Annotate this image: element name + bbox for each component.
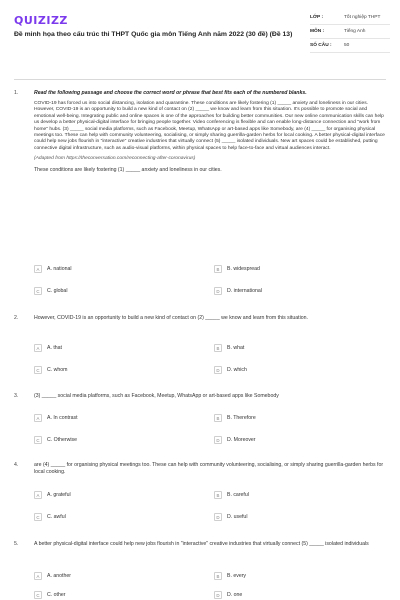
question-number: 1. xyxy=(14,90,19,96)
option-text: C. whom xyxy=(47,367,68,373)
option-a[interactable] xyxy=(34,413,78,423)
option-d[interactable] xyxy=(214,286,262,296)
option-b[interactable] xyxy=(214,571,246,581)
option-b[interactable] xyxy=(214,264,260,274)
question-number: 4. xyxy=(14,462,19,468)
option-b[interactable] xyxy=(214,490,249,500)
option-letter-box: D xyxy=(214,591,222,599)
question-body xyxy=(34,315,386,322)
option-d[interactable] xyxy=(214,512,247,522)
option-letter-box: C xyxy=(34,366,42,374)
question-prompt: These conditions are likely fostering (1) _____ anxiety and loneliness in our cities. xyxy=(34,166,222,173)
question-prompt: However, COVID-19 is an opportunity to build a new kind of contact on (2) _____ we know and learn from this situation. xyxy=(34,315,308,321)
meta-value: Tiếng Anh xyxy=(344,29,366,34)
option-text: D. one xyxy=(227,592,243,598)
option-letter-box: A xyxy=(34,491,42,499)
meta-row-count xyxy=(310,42,390,53)
worksheet-meta xyxy=(310,14,390,56)
option-d[interactable] xyxy=(214,590,242,600)
option-letter-box: A xyxy=(34,265,42,273)
meta-row-subject xyxy=(310,28,390,39)
option-text: C. Otherwise xyxy=(47,437,77,443)
option-text: D. Moreover xyxy=(227,437,256,443)
option-text: B. what xyxy=(227,345,245,351)
question-body xyxy=(34,541,386,548)
option-text: D. which xyxy=(227,367,247,373)
header-divider xyxy=(14,79,386,80)
option-c[interactable] xyxy=(34,365,67,375)
question-body xyxy=(34,462,386,476)
meta-key: MÔN : xyxy=(310,29,325,34)
option-a[interactable] xyxy=(34,571,71,581)
reading-passage: COVID-19 has forced us into social distancing, isolation and quarantine. These conditions are likely fostering (1) _____ anxiety and loneliness in our cities. However, COVID-19 is an opportunity to build a new kind of contact on (2) _____ we know and learn from this situation. It's possible to promote social and emotional well-being. Integrating public and online spaces is one of the approaches for building better communities. Our new online communication skills can help us develop a better physical-digital interface for bringing people together. Video conferencing is flexible and can enable long-distance connection and "work from home" hubs. (3) _____ social media platforms, such as Facebook, Meetup, WhatsApp or art-based apps like Somebody, are (4) _____ for organising physical meetings too. These can help with community volunteering, socialising, or simply sharing guerrilla-garden herbs for local cooking. A better physical-digital interface could help new jobs flourish in "interactive" creative industries that virtually connect (5) _____ isolated individuals. New art spaces could be established, putting connective digital infrastructure, such as audio-visual platforms, within physical spaces to help face-to-face and virtual audiences interact. xyxy=(34,101,385,151)
option-letter-box: C xyxy=(34,287,42,295)
question-number: 3. xyxy=(14,393,19,399)
meta-value: Tốt nghiệp THPT xyxy=(344,15,381,20)
option-letter-box: D xyxy=(214,366,222,374)
passage-source: (Adapted from https://theconversation.com/reconnecting-after-coronavirus) xyxy=(34,156,196,162)
option-text: D. useful xyxy=(227,514,248,520)
option-text: A. grateful xyxy=(47,492,71,498)
question-instruction: Read the following passage and choose the correct word or phrase that best fits each of the numbered blanks. xyxy=(34,90,307,96)
option-c[interactable] xyxy=(34,286,67,296)
option-letter-box: D xyxy=(214,513,222,521)
option-text: B. Therefore xyxy=(227,415,256,421)
option-text: A. In contrast xyxy=(47,415,78,421)
option-letter-box: D xyxy=(214,436,222,444)
option-text: C. global xyxy=(47,288,68,294)
option-letter-box: B xyxy=(214,344,222,352)
option-letter-box: A xyxy=(34,344,42,352)
option-letter-box: A xyxy=(34,414,42,422)
quizizz-logo[interactable]: QUIZIZZ xyxy=(14,14,68,27)
option-text: A. another xyxy=(47,573,71,579)
option-c[interactable] xyxy=(34,512,66,522)
option-letter-box: B xyxy=(214,572,222,580)
option-b[interactable] xyxy=(214,413,256,423)
option-text: A. national xyxy=(47,266,72,272)
option-text: B. careful xyxy=(227,492,249,498)
option-letter-box: C xyxy=(34,513,42,521)
meta-value: 50 xyxy=(344,43,350,48)
meta-row-class xyxy=(310,14,390,25)
option-b[interactable] xyxy=(214,343,244,353)
meta-key: LỚP : xyxy=(310,15,324,20)
option-a[interactable] xyxy=(34,490,71,500)
option-a[interactable] xyxy=(34,343,62,353)
option-letter-box: C xyxy=(34,436,42,444)
option-d[interactable] xyxy=(214,435,256,445)
question-body xyxy=(34,393,386,400)
option-letter-box: C xyxy=(34,591,42,599)
option-d[interactable] xyxy=(214,365,247,375)
option-c[interactable] xyxy=(34,435,77,445)
question-prompt: are (4) _____ for organising physical meetings too. These can help with community volunteering, socialising, or simply sharing guerrilla-garden herbs for local cooking. xyxy=(34,462,384,475)
option-c[interactable] xyxy=(34,590,65,600)
option-text: A. that xyxy=(47,345,62,351)
option-letter-box: D xyxy=(214,287,222,295)
option-text: B. widespread xyxy=(227,266,260,272)
question-body xyxy=(34,90,386,174)
question-number: 2. xyxy=(14,315,19,321)
option-text: C. awful xyxy=(47,514,66,520)
option-text: D. international xyxy=(227,288,262,294)
option-letter-box: B xyxy=(214,491,222,499)
worksheet-title: Đề minh họa theo cấu trúc thi THPT Quốc gia môn Tiếng Anh năm 2022 (30 đề) (Đề 13) xyxy=(14,31,293,38)
option-letter-box: A xyxy=(34,572,42,580)
question-number: 5. xyxy=(14,541,19,547)
option-text: C. other xyxy=(47,592,66,598)
option-a[interactable] xyxy=(34,264,72,274)
option-letter-box: B xyxy=(214,265,222,273)
question-prompt: A better physical-digital interface could help new jobs flourish in "interactive" creative industries that virtually connect (5) _____ isolated individuals xyxy=(34,541,369,547)
question-prompt: (3) _____ social media platforms, such as Facebook, Meetup, WhatsApp or art-based apps like Somebody xyxy=(34,393,279,399)
option-text: B. every xyxy=(227,573,247,579)
meta-key: SỐ CÂU : xyxy=(310,43,332,48)
option-letter-box: B xyxy=(214,414,222,422)
